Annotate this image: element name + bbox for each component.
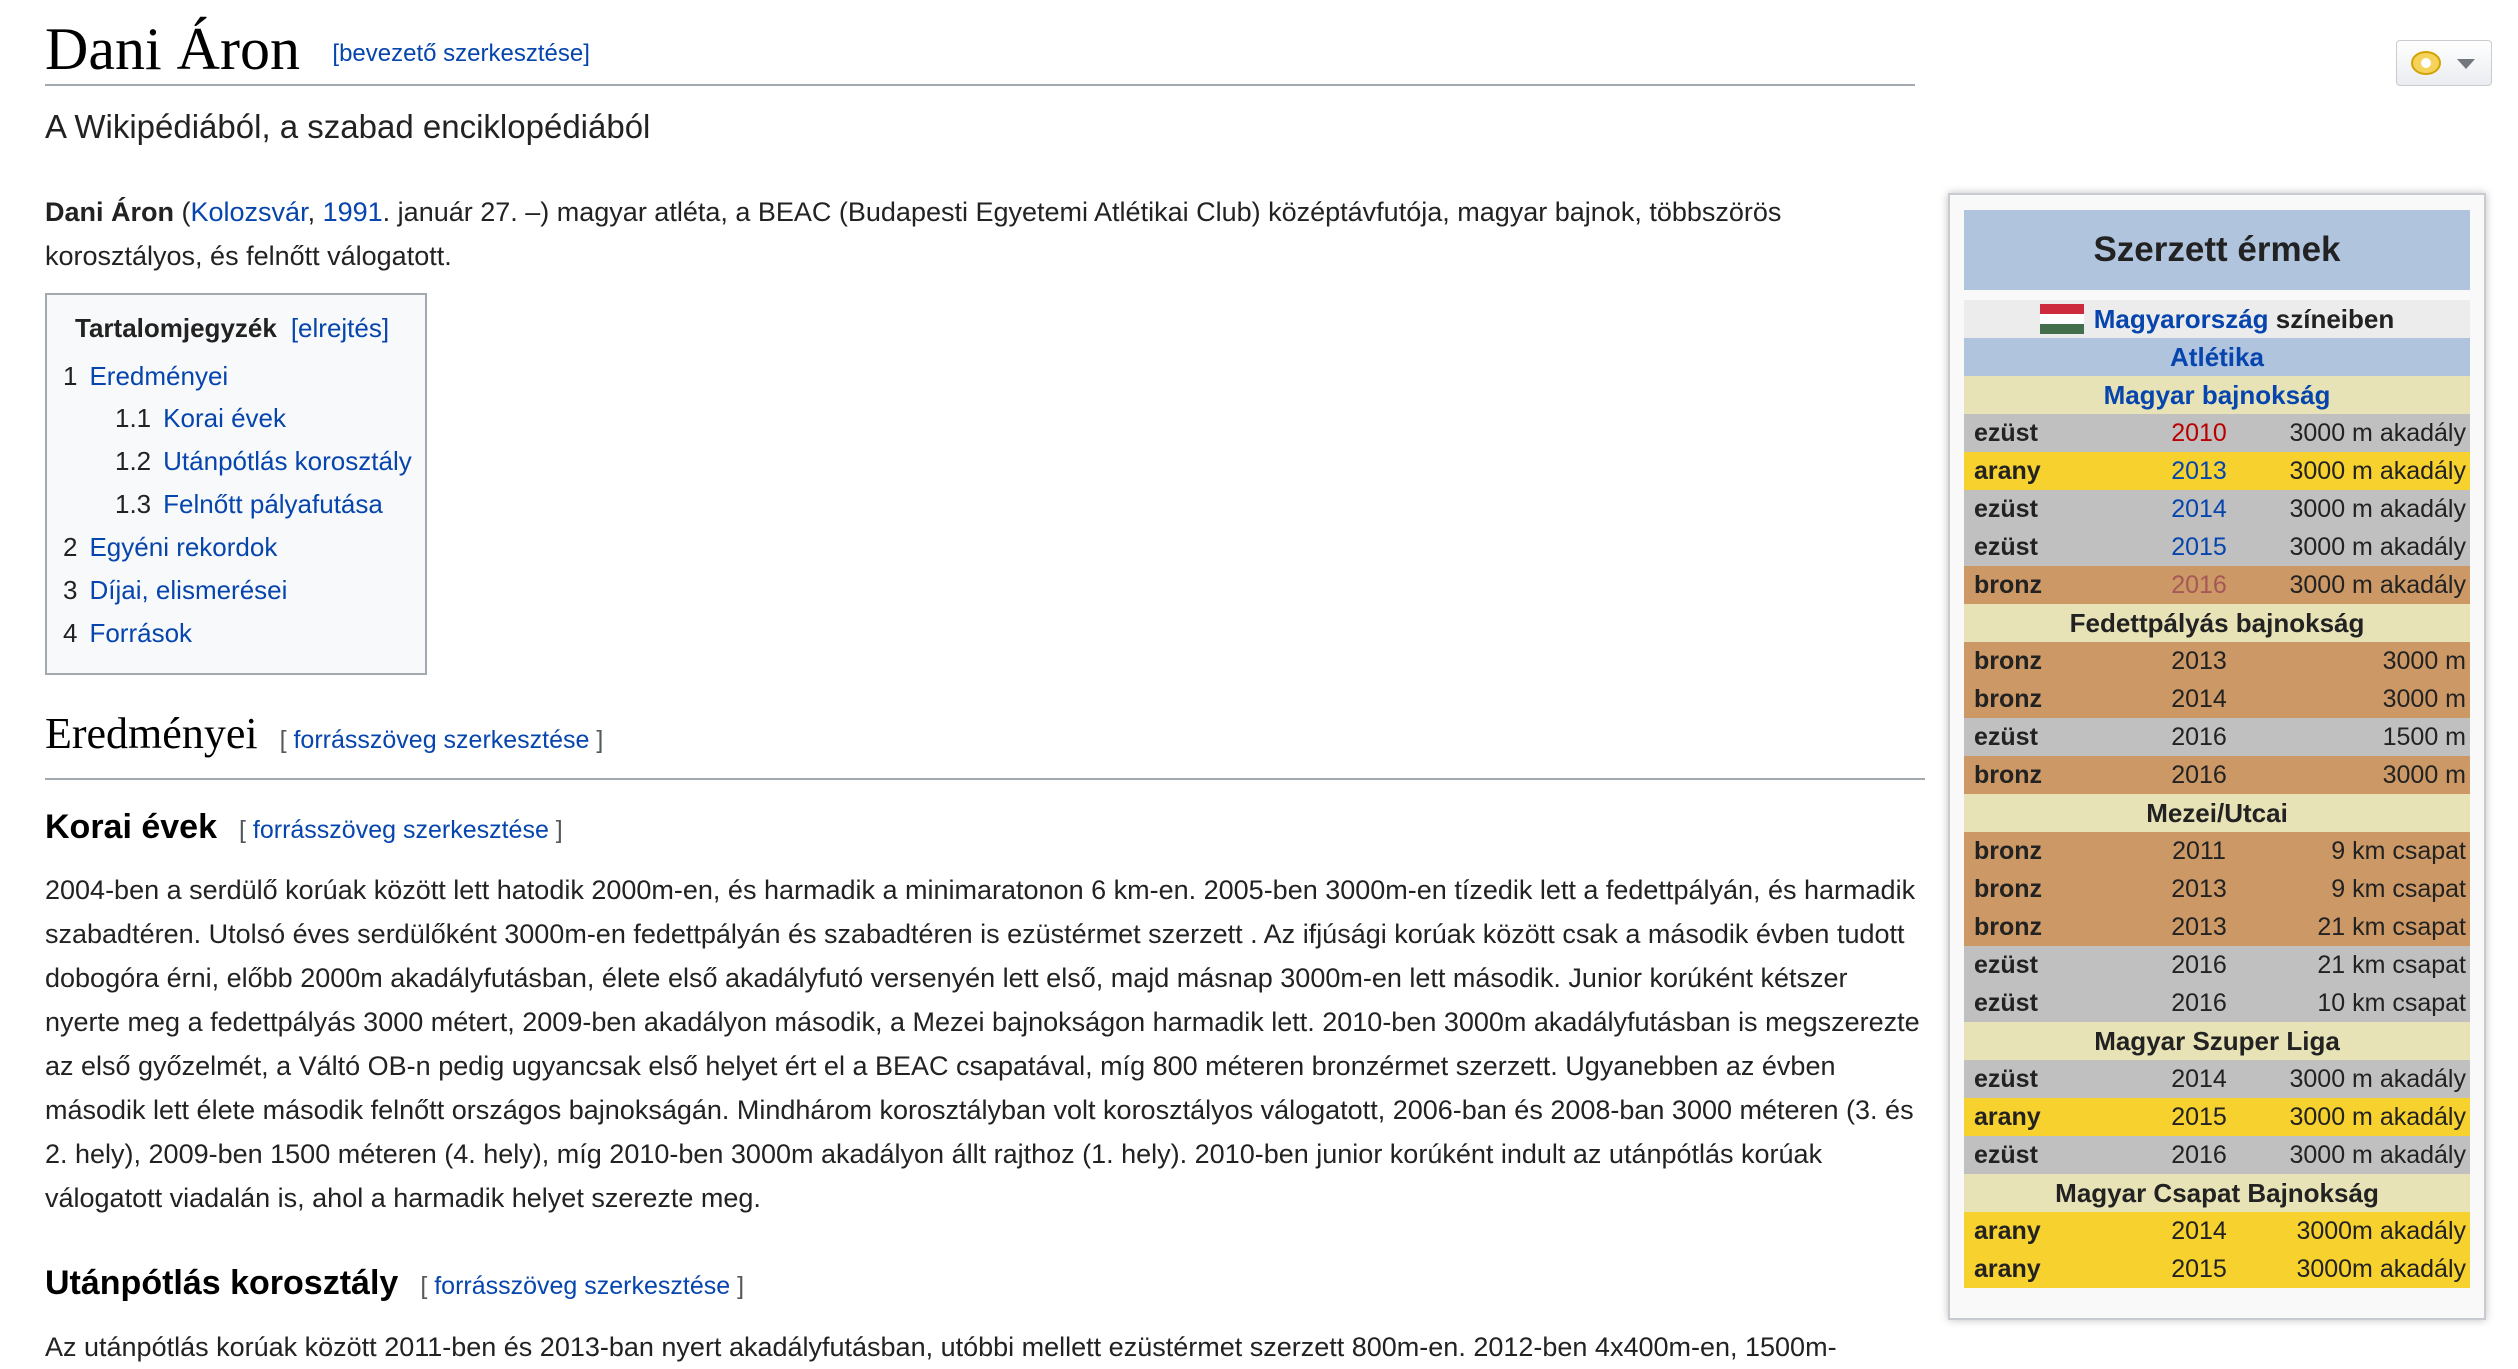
toc-link[interactable]: Díjai, elismerései — [89, 575, 288, 605]
edit-bracket: [ — [420, 1272, 435, 1300]
toc-item-3[interactable] — [63, 575, 287, 606]
toc-number: 4 — [63, 618, 78, 648]
medal-type: bronz — [1974, 875, 2043, 903]
medal-section-name[interactable]: Magyar bajnokság — [2103, 380, 2331, 410]
edit-bracket: [ — [279, 726, 294, 754]
medal-event: 9 km csapat — [2331, 875, 2466, 903]
toc-number: 3 — [63, 575, 78, 605]
page-heading — [45, 14, 1915, 86]
medal-type: arany — [1974, 457, 2041, 485]
country-link[interactable]: Magyarország — [2093, 304, 2269, 334]
intro-paragraph — [45, 190, 1925, 278]
medal-event: 3000m akadály — [2296, 1217, 2466, 1245]
medal-row — [1964, 680, 2470, 718]
medal-type: ezüst — [1974, 419, 2038, 447]
medal-row — [1964, 832, 2470, 870]
toc-item-2[interactable] — [63, 532, 277, 563]
subsection-heading-korai — [45, 808, 563, 847]
medal-section-name: Magyar Szuper Liga — [2094, 1026, 2340, 1056]
medal-year: 2015 — [2171, 1255, 2227, 1283]
country-suffix: színeiben — [2268, 304, 2395, 334]
medal-event: 3000 m akadály — [2289, 1103, 2466, 1131]
intro-text: ( — [174, 197, 191, 227]
medal-type: arany — [1974, 1103, 2041, 1131]
medal-year[interactable]: 2016 — [2171, 571, 2227, 599]
medal-type: ezüst — [1974, 1141, 2038, 1169]
medal-year[interactable]: 2013 — [2171, 457, 2227, 485]
toc-link[interactable]: Korai évek — [163, 403, 286, 433]
medal-year: 2016 — [2171, 951, 2227, 979]
toc-link[interactable]: Források — [89, 618, 193, 648]
medal-year: 2015 — [2171, 1103, 2227, 1131]
medal-event: 3000 m akadály — [2289, 1065, 2466, 1093]
medal-row — [1964, 414, 2470, 452]
medal-row — [1964, 1212, 2470, 1250]
medal-row — [1964, 908, 2470, 946]
section-edit — [239, 816, 563, 844]
subsection-title: Korai évek — [45, 808, 217, 846]
medal-event: 3000 m akadály — [2289, 495, 2466, 523]
medal-section-name: Fedettpályás bajnokság — [2069, 608, 2365, 638]
medal-event: 3000 m akadály — [2289, 1141, 2466, 1169]
toc-hide-link[interactable]: [elrejtés] — [290, 313, 390, 343]
medal-row — [1964, 718, 2470, 756]
medal-event: 3000 m akadály — [2289, 419, 2466, 447]
edit-bracket: ] — [548, 816, 563, 844]
medal-type: ezüst — [1974, 723, 2038, 751]
medal-type: bronz — [1974, 837, 2043, 865]
toc-item-1[interactable] — [63, 361, 228, 392]
table-of-contents — [45, 293, 427, 675]
medal-year: 2016 — [2171, 989, 2227, 1017]
medal-event: 9 km csapat — [2331, 837, 2466, 865]
toc-number: 1.1 — [115, 403, 152, 433]
toc-heading — [75, 313, 389, 344]
toc-number: 1.3 — [115, 489, 152, 519]
medal-year[interactable]: 2014 — [2171, 495, 2227, 523]
edit-bracket: [ — [239, 816, 253, 844]
medal-year: 2013 — [2171, 913, 2227, 941]
toc-number: 2 — [63, 532, 78, 562]
medal-year[interactable]: 2010 — [2171, 419, 2227, 447]
medal-row — [1964, 642, 2470, 680]
section-heading-eredmenyei — [45, 708, 1925, 780]
section-title: Eredményei — [45, 709, 258, 758]
medal-section-header — [1964, 604, 2470, 642]
medal-type: ezüst — [1974, 495, 2038, 523]
edit-intro-link[interactable]: [bevezető szerkesztése] — [332, 40, 590, 67]
edit-bracket: ] — [589, 726, 604, 754]
subsection-heading-utanpotlas — [45, 1264, 744, 1303]
medal-type: ezüst — [1974, 951, 2038, 979]
medal-type: ezüst — [1974, 533, 2038, 561]
medal-type: bronz — [1974, 913, 2043, 941]
medal-year: 2014 — [2171, 1217, 2227, 1245]
medal-section-header[interactable] — [1964, 376, 2470, 414]
toc-item-4[interactable] — [63, 618, 192, 649]
medal-section-name: Magyar Csapat Bajnokság — [2055, 1178, 2379, 1208]
sport-link[interactable]: Atlétika — [2170, 342, 2264, 372]
toc-item-1-3[interactable] — [115, 489, 383, 520]
chevron-down-icon[interactable] — [2457, 59, 2475, 69]
toc-link[interactable]: Utánpótlás korosztály — [163, 446, 412, 476]
intro-text: . január 27. –) magyar atléta, a BEAC (Budapesti Egyetemi Atlétikai Club) középtávfutója, magyar bajnok, többszörös korosztályos, és felnőtt válogatott. — [45, 197, 1782, 271]
medal-type: bronz — [1974, 571, 2043, 599]
medal-event: 3000 m akadály — [2289, 533, 2466, 561]
edit-source-link[interactable]: forrásszöveg szerkesztése — [434, 1272, 731, 1300]
paragraph-korai-evek: 2004-ben a serdülő korúak között lett hatodik 2000m-en, és harmadik a minimaratonon 6 km-en. 2005-ben 3000m-en tízedik lett a fedettpályán, és harmadik szabadtéren. Utolsó éves serdülőként 3000m-en fedettpályán és szabadtéren is ezüstérmet szerzett . Az ifjúsági korúak között csak a második évben tudott dobogóra érni, előbb 2000m akadályfutásban, élete első akadályfutó versenyén lett első, majd másnap 3000m-en lett második. Junior korúként kétszer nyerte meg a fedettpályás 3000 métert, 2009-ben akadályon második, a Mezei bajnokságon harmadik lett. 2010-ben 3000m akadályfutásban is megszerezte az első győzelmét, a Váltó OB-n pedig ugyancsak első helyet ért el a BEAC csapatával, míg 800 méteren bronzérmet szerzett. Ugyanebben az évben második lett élete második felnőtt országos bajnokságán. Mindhárom korosztályban volt korosztályos válogatott, 2006-ban és 2008-ban 3000 méteren (3. és 2. hely), 2009-ben 1500 méteren (4. hely), míg 2010-ben 3000m akadályon állt rajthoz (1. hely). 2010-ben junior korúként indult az utánpótlás korúak válogatott viadalán is, ahol a harmadik helyet szerezte meg. — [45, 875, 1920, 1213]
toc-number: 1 — [63, 361, 78, 391]
medal-year: 2013 — [2171, 647, 2227, 675]
medal-year: 2013 — [2171, 875, 2227, 903]
medal-event: 3000 m — [2382, 761, 2466, 789]
edit-bracket: ] — [730, 1272, 745, 1300]
page-title: Dani Áron — [45, 16, 300, 82]
medal-row — [1964, 528, 2470, 566]
toc-title: Tartalomjegyzék — [75, 313, 277, 343]
watch-eye-icon — [2411, 51, 2441, 75]
watch-star-button[interactable] — [2396, 40, 2492, 86]
medal-year: 2016 — [2171, 761, 2227, 789]
intro-bold-name: Dani Áron — [45, 197, 175, 227]
toc-link[interactable]: Felnőtt pályafutása — [163, 489, 383, 519]
medal-box-title: Szerzett érmek — [1964, 210, 2470, 290]
subsection-title: Utánpótlás korosztály — [45, 1264, 399, 1302]
medal-row — [1964, 1060, 2470, 1098]
medal-infobox — [1948, 193, 2486, 1320]
medal-event: 3000 m — [2382, 685, 2466, 713]
toc-item-1-1[interactable] — [115, 403, 286, 434]
medal-year: 2016 — [2171, 1141, 2227, 1169]
medal-row — [1964, 984, 2470, 1022]
medal-type: arany — [1974, 1217, 2041, 1245]
medal-type: ezüst — [1974, 1065, 2038, 1093]
medal-event: 21 km csapat — [2317, 951, 2466, 979]
toc-link[interactable]: Eredményei — [89, 361, 229, 391]
medal-row — [1964, 1098, 2470, 1136]
intro-text: , — [307, 197, 323, 227]
medal-year[interactable]: 2015 — [2171, 533, 2227, 561]
medal-row — [1964, 1136, 2470, 1174]
medal-event: 1500 m — [2382, 723, 2466, 751]
toc-link[interactable]: Egyéni rekordok — [89, 532, 278, 562]
medal-sport-row — [1964, 338, 2470, 376]
medal-row — [1964, 566, 2470, 604]
medal-type: bronz — [1974, 685, 2043, 713]
medal-event: 3000 m akadály — [2289, 457, 2466, 485]
medal-section-name: Mezei/Utcai — [2146, 798, 2288, 828]
medal-row — [1964, 490, 2470, 528]
medal-type: bronz — [1974, 761, 2043, 789]
medal-event: 21 km csapat — [2317, 913, 2466, 941]
site-subtitle: A Wikipédiából, a szabad enciklopédiából — [45, 108, 651, 145]
medal-type: bronz — [1974, 647, 2043, 675]
medal-country-row — [1964, 300, 2470, 338]
medal-section-header — [1964, 1174, 2470, 1212]
toc-number: 1.2 — [115, 446, 152, 476]
medal-event: 3000 m akadály — [2289, 571, 2466, 599]
medal-row — [1964, 1250, 2470, 1288]
medal-row — [1964, 452, 2470, 490]
section-edit — [420, 1272, 744, 1300]
medal-row — [1964, 946, 2470, 984]
medal-section-header — [1964, 794, 2470, 832]
medal-row — [1964, 870, 2470, 908]
edit-source-link[interactable]: forrásszöveg szerkesztése — [293, 726, 590, 754]
medal-event: 10 km csapat — [2317, 989, 2466, 1017]
medal-type: arany — [1974, 1255, 2041, 1283]
medal-year: 2014 — [2171, 685, 2227, 713]
medal-type: ezüst — [1974, 989, 2038, 1017]
medal-year: 2011 — [2172, 837, 2226, 865]
paragraph-utanpotlas: Az utánpótlás korúak között 2011-ben és 2013-ban nyert akadályfutásban, utóbbi mellett ezüstérmet szerzett 800m-en. 2012-ben 4x400m-en, 1500m- — [45, 1332, 1837, 1362]
medal-row — [1964, 756, 2470, 794]
section-edit — [280, 726, 604, 754]
medal-year: 2014 — [2171, 1065, 2227, 1093]
year-1991-link[interactable]: 1991 — [322, 197, 383, 227]
medal-event: 3000m akadály — [2296, 1255, 2466, 1283]
hungary-flag-icon — [2040, 304, 2084, 334]
medal-event: 3000 m — [2382, 647, 2466, 675]
medal-section-header — [1964, 1022, 2470, 1060]
kolozsvar-link[interactable]: Kolozsvár — [190, 197, 308, 227]
medal-year: 2016 — [2171, 723, 2227, 751]
toc-item-1-2[interactable] — [115, 446, 412, 477]
edit-source-link[interactable]: forrásszöveg szerkesztése — [252, 816, 549, 844]
